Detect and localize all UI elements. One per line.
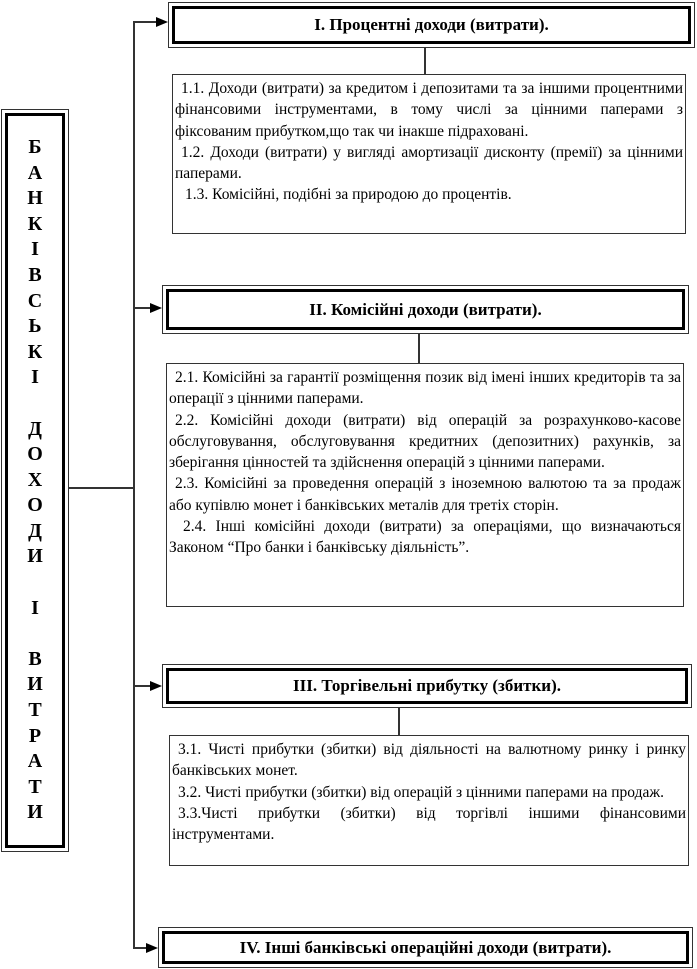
root-letter: А [27, 750, 43, 773]
connector-1 [424, 47, 426, 75]
category-2-header [162, 285, 689, 334]
item-2-4: 2.4. Інші комісійні доходи (витрати) за операціями, що визначаються Законом “Про банки і банківську діяльність”. [169, 518, 681, 557]
category-3-title: ІІІ. Торгівельні прибутку (збитки). [292, 676, 562, 695]
item-1-1: 1.1. Доходи (витрати) за кредитом і депозитами та за іншими процентними фінансовими інструментами, в тому числі за цінними паперами з фіксованим прибутком,що так чи інакше підраховані. [175, 80, 683, 140]
category-1-header [168, 2, 695, 48]
root-node-label [5, 113, 65, 848]
root-node-box [1, 109, 69, 852]
root-letter: О [27, 494, 43, 517]
root-letter: І [31, 596, 39, 619]
item-2-3: 2.3. Комісійні за проведення операцій з іноземною валютою та за продаж або купівлю монет і банківських металів для третіх сторін. [169, 475, 681, 514]
branch-line-3 [133, 685, 151, 687]
root-letter: О [27, 443, 43, 466]
root-letter: Х [27, 468, 43, 491]
root-letter: В [28, 263, 42, 286]
root-letter: Р [28, 724, 42, 747]
root-letter: Т [28, 699, 42, 722]
category-2-title: ІІ. Комісійні доходи (витрати). [309, 299, 542, 319]
root-letter: А [27, 161, 43, 184]
item-2-1: 2.1. Комісійні за гарантії розміщення позик від імені інших кредиторів та за операції з цінними паперами. [169, 369, 681, 408]
item-3-2: 3.2. Чисті прибутки (збитки) від операцій з цінними паперами на продаж. [178, 783, 664, 801]
category-4-header [158, 927, 693, 968]
root-letter: И [27, 801, 43, 824]
root-letter: С [27, 289, 43, 312]
connector-2 [418, 333, 420, 364]
root-letter: И [27, 545, 43, 568]
root-letter: В [28, 647, 42, 670]
category-1-title: І. Процентні доходи (витрати). [314, 15, 549, 34]
root-letter: И [27, 673, 43, 696]
root-letter: Д [28, 519, 42, 542]
arrow-icon [150, 303, 162, 313]
category-3-header [162, 664, 692, 708]
root-letter [33, 621, 38, 647]
root-letter: І [31, 238, 39, 261]
root-letter: Б [28, 135, 42, 158]
branch-line-2 [133, 307, 151, 309]
root-letter: І [31, 366, 39, 389]
root-letter: Д [28, 417, 42, 440]
item-2-2: 2.2. Комісійні доходи (витрати) від операцій за розрахунково-касове обслуговування, обслуговування кредитних (депозитних) рахунків, за зберігання цінностей та здійснення операцій з цінними паперами. [169, 411, 681, 472]
root-letter [33, 391, 38, 417]
root-letter: Т [28, 775, 42, 798]
item-3-1: 3.1. Чисті прибутки (збитки) від діяльності на валютному ринку і ринку банківських монет. [172, 741, 686, 780]
arrow-icon [150, 681, 162, 691]
category-4-title: ІV. Інші банківські операційні доходи (витрати). [239, 937, 612, 957]
category-1-details [172, 74, 686, 234]
item-1-3: 1.3. Комісійні, подібні за природою до процентів. [185, 186, 512, 204]
root-letter [33, 570, 38, 596]
root-letter: Ь [28, 315, 42, 338]
root-letter: Н [27, 187, 43, 210]
connector-3 [398, 707, 400, 736]
branch-line-1 [133, 21, 157, 23]
connector-root-to-trunk [68, 487, 134, 489]
root-letter: К [27, 212, 43, 235]
root-letter: К [27, 340, 43, 363]
arrow-icon [156, 17, 168, 27]
category-2-details [166, 363, 684, 607]
trunk-line [133, 21, 135, 949]
category-3-details [169, 735, 689, 866]
item-1-2: 1.2. Доходи (витрати) у вигляді амортизації дисконту (премії) за цінними паперами. [175, 143, 683, 183]
item-3-3: 3.3.Чисті прибутки (збитки) від торгівлі іншими фінансовими інструментами. [172, 804, 686, 844]
branch-line-4 [133, 947, 147, 949]
arrow-icon [146, 943, 158, 953]
